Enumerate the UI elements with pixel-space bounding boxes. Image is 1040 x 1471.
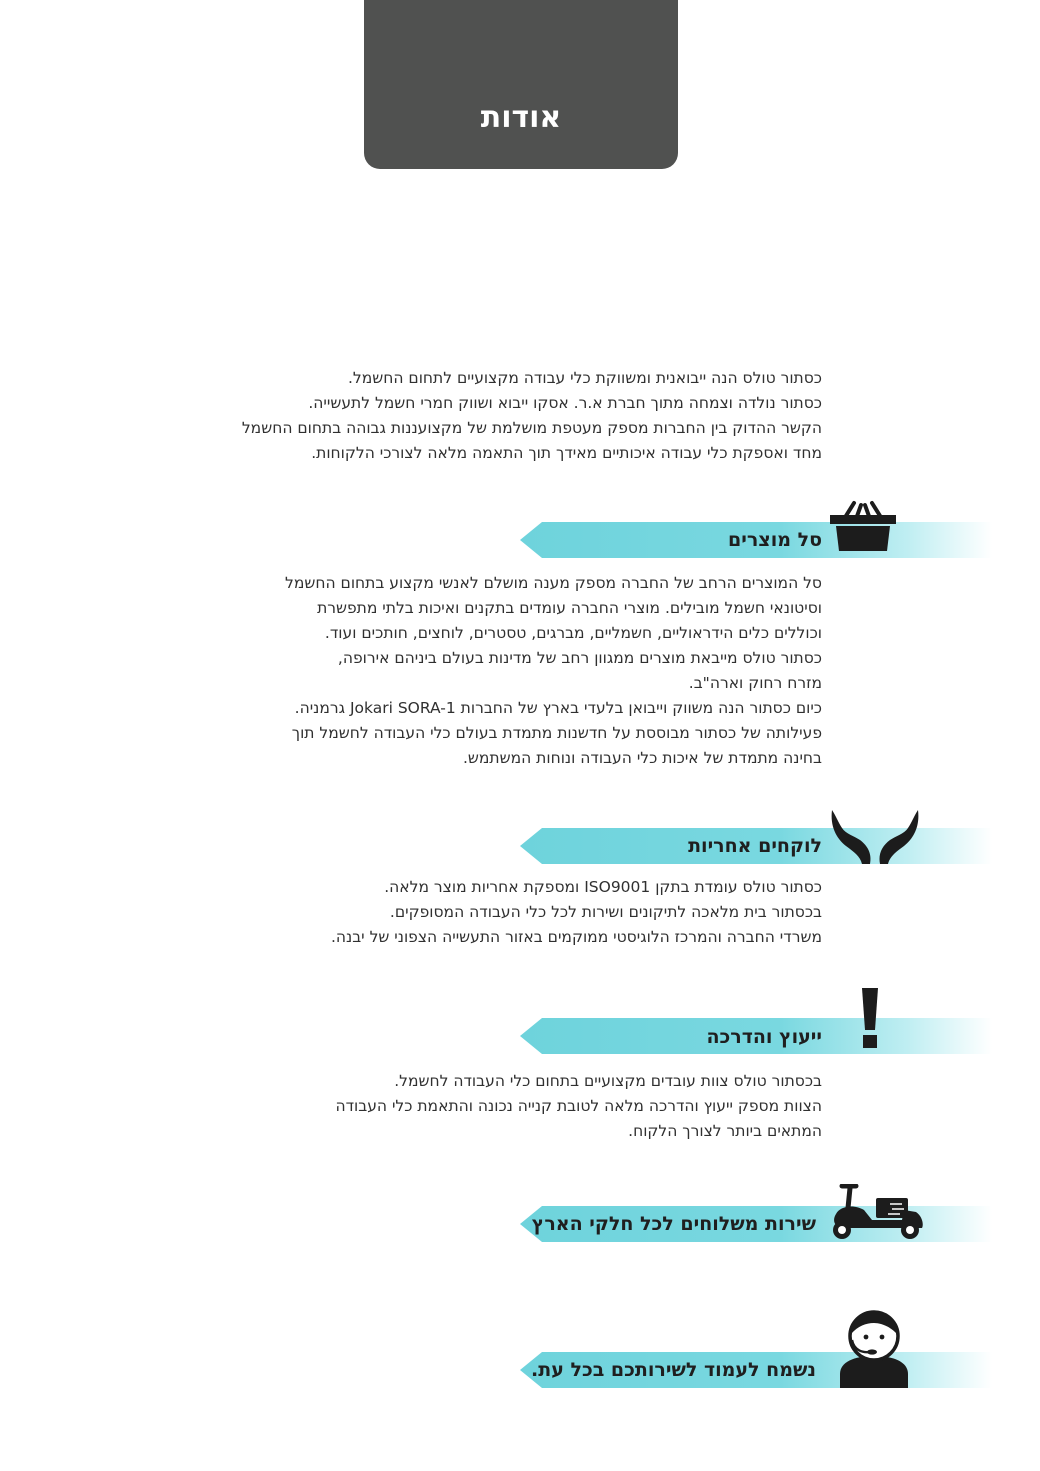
text-line: סל המוצרים הרחב של החברה מספק מענה מושלם לאנשי מקצוע בתחום החשמל: [285, 574, 822, 592]
text-line: פעילותה של כסתור מבוססת על חדשנות מתמדת בעולם כלי העבודה לחשמל תוך: [291, 724, 822, 742]
hands-icon: [828, 806, 922, 866]
section-title-responsibility: לוקחים אחריות: [688, 835, 822, 857]
exclamation-icon: [858, 986, 882, 1052]
scooter-icon: [826, 1184, 926, 1242]
intro-paragraph: [242, 366, 822, 466]
text-line: כסתור נולדה וצמחה מתוך חברת א.ר. אסקו ייבוא ושווק חמרי חשמל לתעשייה.: [308, 394, 822, 412]
text-line: וכוללים כלים הידראוליים, חשמליים, מברגים, טסטרים, לוחצים, חותכים ועוד.: [324, 624, 822, 642]
text-line: מזרח רחוק וארה"ב.: [688, 674, 822, 692]
consulting-paragraph: [335, 1069, 822, 1144]
text-line: כסתור טולס מייבאת מוצרים ממגוון רחב של מדינות בעולם ביניהם אירופה,: [337, 649, 822, 667]
section-title-delivery: שירות משלוחים לכל חלקי הארץ: [531, 1213, 816, 1235]
text-line: מחד ואספקת כלי עבודה איכותיים מאידך תוך התאמה מלאה לצורכי הלקוחות.: [311, 444, 822, 462]
text-line: המתאים ביותר לצורך הלקוח.: [628, 1122, 822, 1140]
text-line: כסתור טולס עומדת בתקן ISO9001 ומספקת אחריות מוצר מלאה.: [384, 878, 822, 896]
support-agent-icon: [836, 1310, 912, 1388]
text-line: משרדי החברה והמרכז הלוגיסטי ממוקמים באזור התעשייה הצפוני של יבנה.: [330, 928, 822, 946]
text-line: וסיטונאי חשמל מובילים. מוצרי החברה עומדים בתקנים ואיכות בלתי מתפשרת: [317, 599, 822, 617]
text-line: בחינה מתמדת של איכות כלי העבודה ונוחות המשתמש.: [462, 749, 822, 767]
section-title-products: סל מוצרים: [728, 529, 822, 551]
section-title-support: נשמח לעמוד לשירותכם בכל עת.: [531, 1359, 816, 1381]
products-paragraph: [285, 571, 822, 771]
basket-icon: [828, 499, 898, 555]
text-line: הקשר ההדוק בין החברות מספק מעטפת מושלמת של מקצועננות גבוהה בתחום החשמל: [241, 419, 822, 437]
header-tab: [364, 0, 678, 169]
text-line: כיום כסתור הנה משווק וייבואן בלעדי בארץ של החברות Jokari SORA-1 גרמניה.: [294, 699, 822, 717]
text-line: הצוות מספק ייעוץ והדרכה מלאה לטובת קנייה נכונה והתאמת כלי העבודה: [335, 1097, 822, 1115]
text-line: כסתור טולס הנה ייבואנית ומשווקת כלי עבודה מקצועיים לתחום החשמל.: [348, 369, 822, 387]
responsibility-paragraph: [331, 875, 822, 950]
section-title-consulting: ייעוץ והדרכה: [706, 1026, 822, 1048]
page-title: אודות: [480, 100, 562, 135]
text-line: בכסתור טולס צוות עובדים מקצועיים בתחום כלי העבודה לחשמל.: [394, 1072, 822, 1090]
text-line: בכסתור בית מלאכה לתיקונים ושירות לכל כלי העבודה המסופקים.: [389, 903, 822, 921]
